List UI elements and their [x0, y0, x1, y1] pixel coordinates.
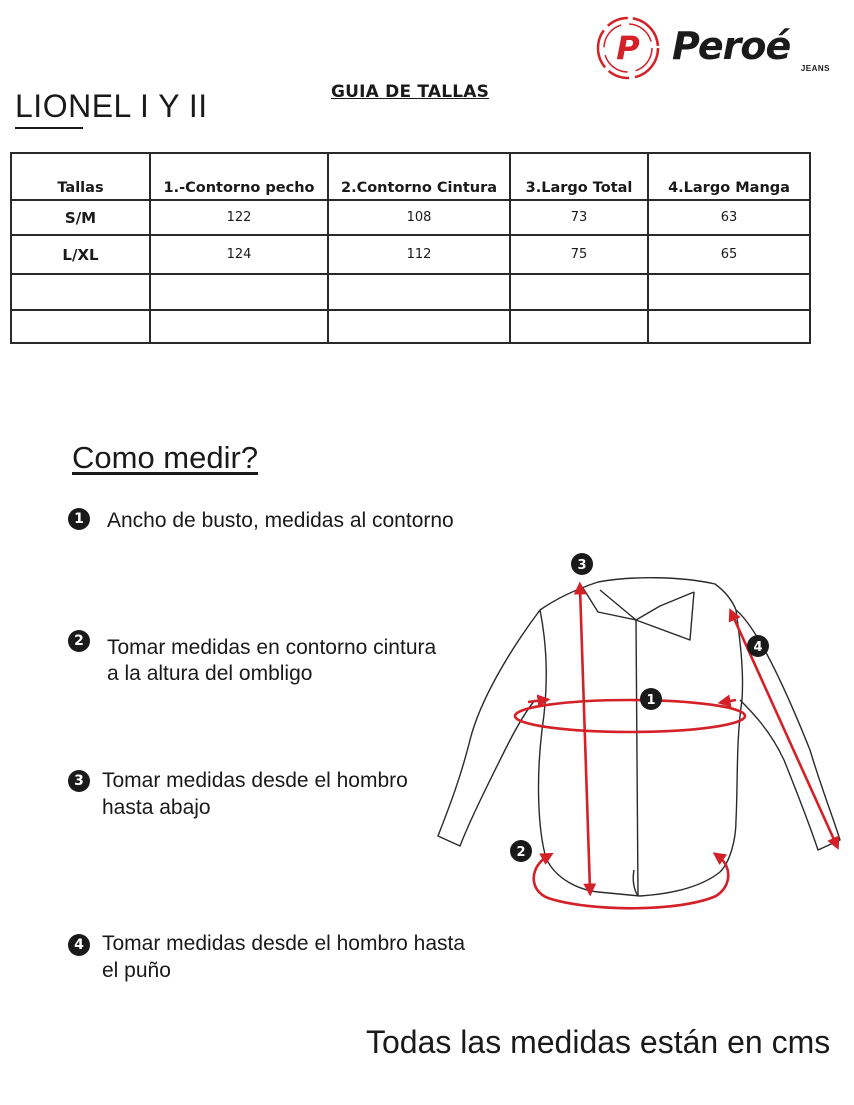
step-number-badge: 4 — [68, 934, 90, 956]
svg-text:3: 3 — [577, 558, 587, 573]
measurement-lines — [515, 588, 836, 908]
step-text-line1: Tomar medidas en contorno cintura — [107, 636, 437, 659]
step-text-line1: Ancho de busto, medidas al contorno — [107, 509, 454, 532]
step-number-badge: 3 — [68, 770, 90, 792]
table-header: 1.-Contorno pecho — [150, 153, 328, 200]
table-cell-size: L/XL — [11, 235, 150, 274]
brand-name: Peroé — [672, 24, 791, 68]
logo-letter: P — [616, 29, 640, 67]
table-cell: 108 — [328, 200, 510, 235]
table-header: 3.Largo Total — [510, 153, 648, 200]
table-cell: 75 — [510, 235, 648, 274]
table-row — [11, 200, 810, 235]
table-header: 4.Largo Manga — [648, 153, 810, 200]
diagram-marker-2 — [510, 840, 532, 862]
step-text-line2: el puño — [102, 959, 171, 982]
model-title: LIONEL I Y II — [15, 88, 208, 124]
step-text-line2: a la altura del ombligo — [107, 662, 313, 685]
step-number-badge: 1 — [68, 508, 90, 530]
diagram-marker-1 — [640, 688, 662, 710]
table-cell: 65 — [648, 235, 810, 274]
table-cell — [150, 274, 328, 310]
chest-measure-line — [515, 700, 745, 732]
size-table — [10, 152, 811, 344]
table-cell — [510, 310, 648, 343]
table-cell — [150, 310, 328, 343]
table-header-row — [11, 153, 810, 200]
table-cell — [648, 274, 810, 310]
svg-text:1: 1 — [646, 693, 656, 708]
table-header: Tallas — [11, 153, 150, 200]
shirt-outline — [438, 578, 840, 896]
diagram-marker-4 — [747, 635, 769, 657]
brand-logo-mark — [594, 14, 662, 82]
step-3 — [68, 765, 488, 825]
table-cell — [510, 274, 648, 310]
table-cell: 73 — [510, 200, 648, 235]
model-title-underline — [15, 127, 83, 129]
table-row-empty — [11, 310, 810, 343]
table-cell — [11, 310, 150, 343]
guide-title: GUIA DE TALLAS — [331, 82, 490, 102]
length-measure-line — [580, 588, 590, 890]
svg-text:4: 4 — [753, 640, 763, 655]
table-cell: 122 — [150, 200, 328, 235]
shirt-measurement-diagram — [430, 548, 850, 918]
table-cell-size: S/M — [11, 200, 150, 235]
diagram-marker-3 — [571, 553, 593, 575]
step-number-badge: 2 — [68, 630, 90, 652]
step-text-line1: Tomar medidas desde el hombro — [102, 769, 408, 792]
table-row-empty — [11, 274, 810, 310]
step-4 — [68, 929, 528, 989]
waist-measure-line — [534, 856, 729, 908]
footer-note: Todas las medidas están en cms — [366, 1024, 831, 1060]
svg-text:2: 2 — [516, 845, 526, 860]
how-to-measure-title: Como medir? — [72, 440, 259, 475]
table-cell — [648, 310, 810, 343]
table-cell: 124 — [150, 235, 328, 274]
table-cell — [328, 274, 510, 310]
table-cell: 63 — [648, 200, 810, 235]
step-1 — [68, 503, 528, 533]
table-cell — [328, 310, 510, 343]
step-text-line1: Tomar medidas desde el hombro hasta — [102, 932, 466, 955]
brand-sub: JEANS — [800, 64, 830, 73]
table-cell — [11, 274, 150, 310]
table-header: 2.Contorno Cintura — [328, 153, 510, 200]
step-text-line2: hasta abajo — [102, 796, 211, 819]
table-cell: 112 — [328, 235, 510, 274]
table-row — [11, 235, 810, 274]
brand-wordmark — [664, 24, 840, 78]
